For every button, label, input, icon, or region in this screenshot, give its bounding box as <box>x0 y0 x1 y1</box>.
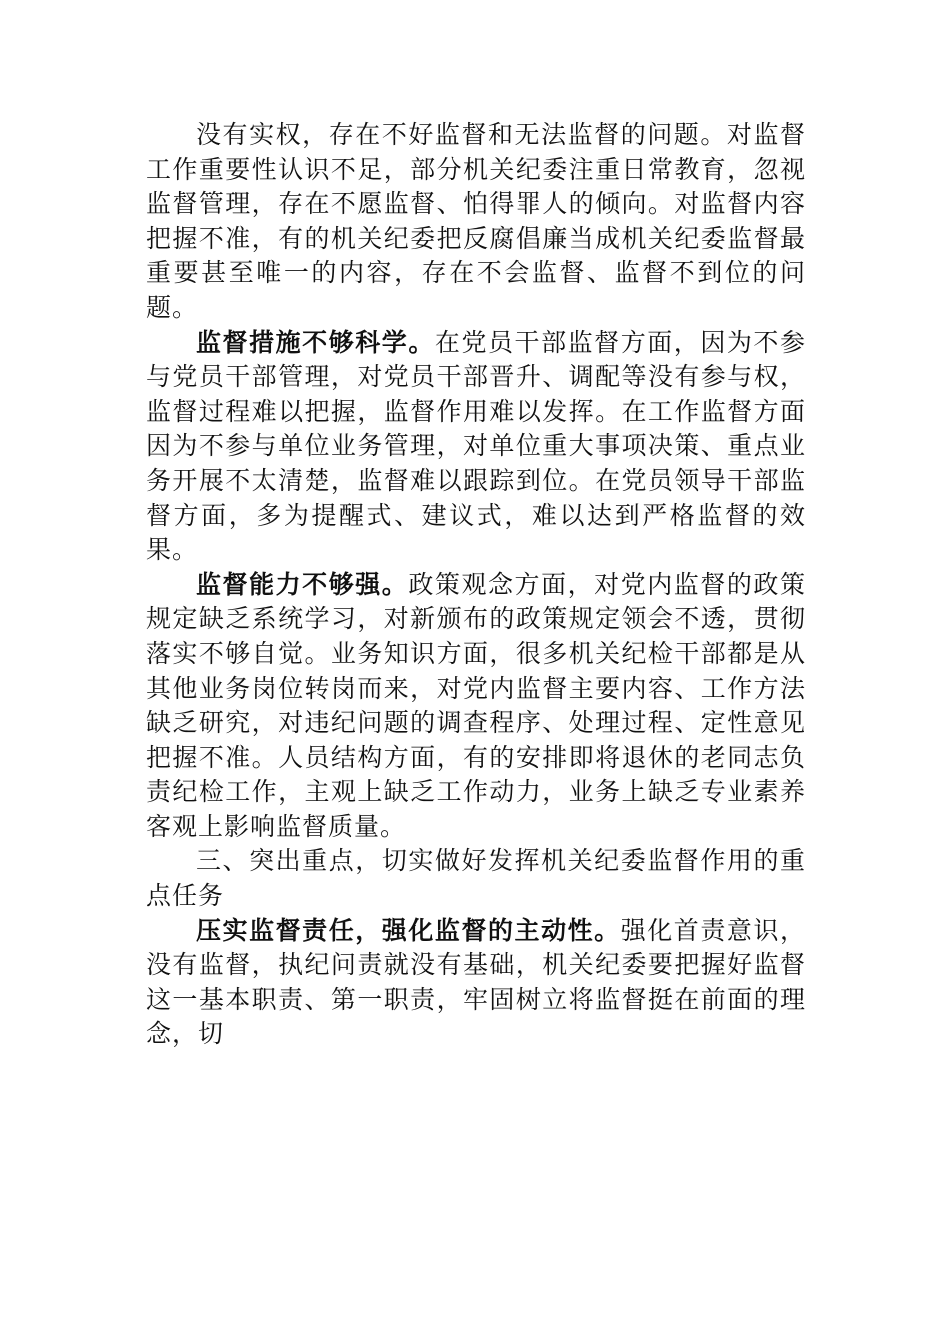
section-heading: 三、突出重点，切实做好发挥机关纪委监督作用的重点任务 <box>146 846 806 911</box>
paragraph-body: 政策观念方面，对党内监督的政策规定缺乏系统学习，对新颁布的政策规定领会不透，贯彻落实不够自觉。业务知识方面，很多机关纪检干部都是从其他业务岗位转岗而来，对党内监督主要内容、工作方法缺乏研究，对违纪问题的调查程序、处理过程、定性意见把握不准。人员结构方面，有的安排即将退休的老同志负责纪检工作，主观上缺乏工作动力，业务上缺乏专业素养客观上影响监督质量。 <box>146 569 806 841</box>
paragraph-supervision-measures <box>146 326 806 568</box>
paragraph-responsibility <box>146 914 806 1052</box>
paragraph-body: 强化首责意识，没有监督，执纪问责就没有基础，机关纪委要把握好监督这一基本职责、第一职责，牢固树立将监督挺在前面的理念，切 <box>146 915 806 1049</box>
paragraph-body: 没有实权，存在不好监督和无法监督的问题。对监督工作重要性认识不足，部分机关纪委注重日常教育，忽视监督管理，存在不愿监督、怕得罪人的倾向。对监督内容把握不准，有的机关纪委把反腐倡廉当成机关纪委监督最重要甚至唯一的内容，存在不会监督、监督不到位的问题。 <box>146 120 806 322</box>
paragraph-continuation <box>146 118 806 326</box>
paragraph-lead: 监督措施不够科学。 <box>196 327 435 357</box>
document-page <box>146 118 806 1052</box>
paragraph-body: 在党员干部监督方面，因为不参与党员干部管理，对党员干部晋升、调配等没有参与权，监督过程难以把握，监督作用难以发挥。在工作监督方面因为不参与单位业务管理，对单位重大事项决策、重点业务开展不太清楚，监督难以跟踪到位。在党员领导干部监督方面，多为提醒式、建议式，难以达到严格监督的效果。 <box>146 327 806 565</box>
paragraph-lead: 压实监督责任，强化监督的主动性。 <box>196 915 621 945</box>
paragraph-supervision-ability <box>146 568 806 845</box>
paragraph-lead: 监督能力不够强。 <box>196 569 409 599</box>
